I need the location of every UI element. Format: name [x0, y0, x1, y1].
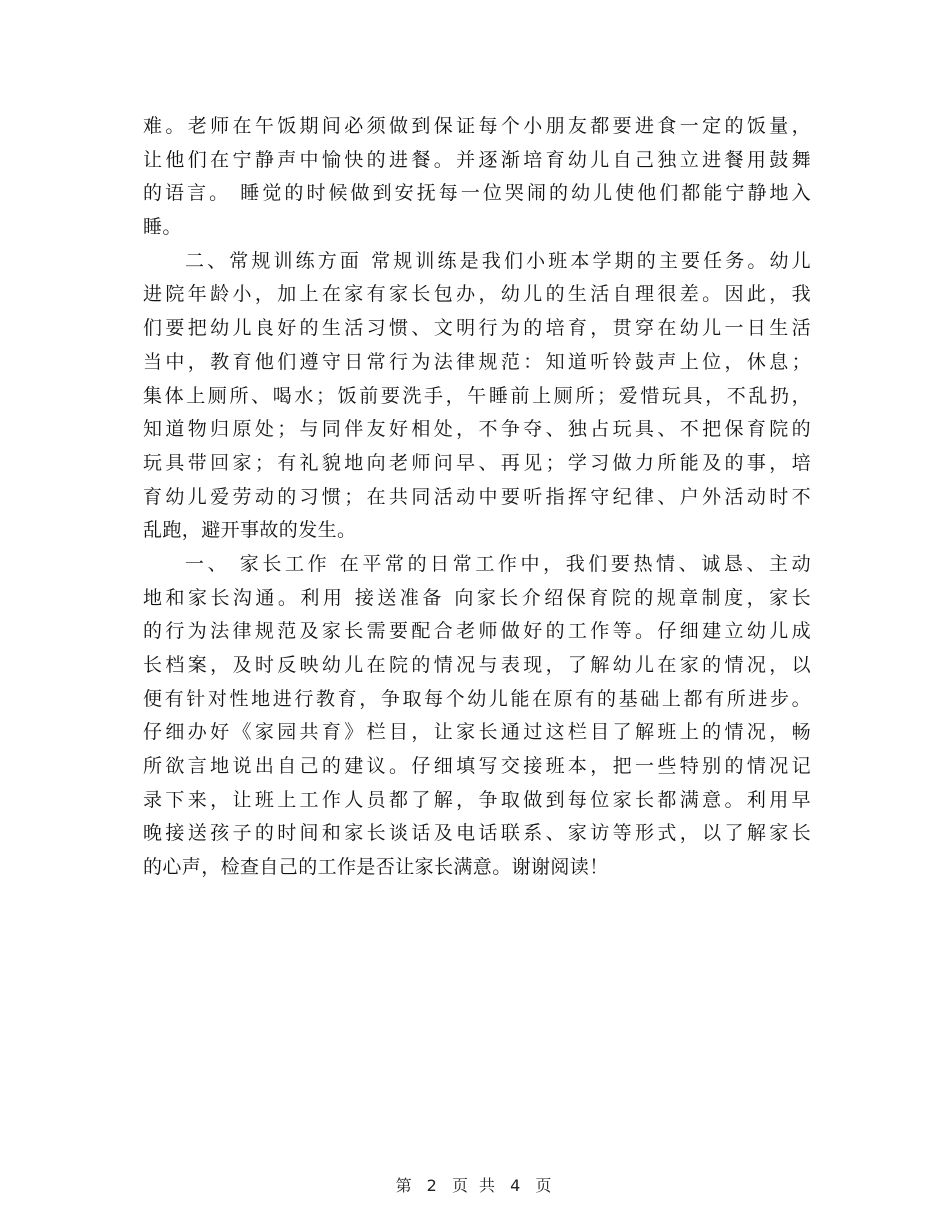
- body-text: [143, 110, 811, 885]
- text-line: 的心声，检查自己的工作是否让家长满意。谢谢阅读！: [143, 856, 609, 879]
- text-line: 录下来，让班上工作人员都了解，争取做到每位家长都满意。利用早: [143, 788, 811, 811]
- footer-total-pages: 4: [510, 1176, 524, 1195]
- page-number-footer: [0, 1173, 950, 1196]
- text-line: 一、 家长工作 在平常的日常工作中，我们要热情、诚恳、主动: [185, 552, 811, 575]
- footer-page-number: 2: [426, 1176, 440, 1195]
- text-line: 晚接送孩子的时间和家长谈话及电话联系、家访等形式，以了解家长: [143, 822, 811, 845]
- text-line: 集体上厕所、喝水；饭前要洗手，午睡前上厕所；爱惜玩具，不乱扔，: [143, 384, 811, 407]
- text-line: 所欲言地说出自己的建议。仔细填写交接班本，把一些特别的情况记: [143, 755, 811, 778]
- text-line: 二、常规训练方面 常规训练是我们小班本学期的主要任务。幼儿: [185, 249, 811, 272]
- text-line: 当中，教育他们遵守日常行为法律规范：知道听铃鼓声上位，休息；: [143, 350, 811, 373]
- text-line: 地和家长沟通。利用 接送准备 向家长介绍保育院的规章制度，家长: [143, 586, 811, 609]
- text-line: 让他们在宁静声中愉快的进餐。并逐渐培育幼儿自己独立进餐用鼓舞: [143, 148, 811, 171]
- text-line: 知道物归原处；与同伴友好相处，不争夺、独占玩具、不把保育院的: [143, 418, 811, 441]
- footer-suffix: 页: [535, 1176, 555, 1195]
- text-line: 玩具带回家；有礼貌地向老师问早、再见；学习做力所能及的事，培: [143, 451, 811, 474]
- footer-prefix: 第: [395, 1176, 415, 1195]
- text-line: 仔细办好《家园共育》栏目，让家长通过这栏目了解班上的情况，畅: [143, 721, 811, 744]
- text-line: 睡。: [143, 216, 182, 239]
- text-line: 育幼儿爱劳动的习惯；在共同活动中要听指挥守纪律、户外活动时不: [143, 485, 811, 508]
- text-line: 们要把幼儿良好的生活习惯、文明行为的培育，贯穿在幼儿一日生活: [143, 317, 811, 340]
- text-line: 乱跑，避开事故的发生。: [143, 519, 357, 542]
- text-line: 长档案，及时反映幼儿在院的情况与表现，了解幼儿在家的情况，以: [143, 654, 811, 676]
- text-line: 的语言。 睡觉的时候做到安抚每一位哭闹的幼儿使他们都能宁静地入: [143, 182, 811, 205]
- text-line: 的行为法律规范及家长需要配合老师做好的工作等。仔细建立幼儿成: [143, 620, 811, 643]
- footer-mid: 页 共: [451, 1176, 499, 1195]
- text-line: 进院年龄小，加上在家有家长包办，幼儿的生活自理很差。因此，我: [143, 283, 811, 306]
- text-line: 便有针对性地进行教育，争取每个幼儿能在原有的基础上都有所进步。: [143, 687, 811, 710]
- text-line: 难。老师在午饭期间必须做到保证每个小朋友都要进食一定的饭量，: [143, 115, 811, 137]
